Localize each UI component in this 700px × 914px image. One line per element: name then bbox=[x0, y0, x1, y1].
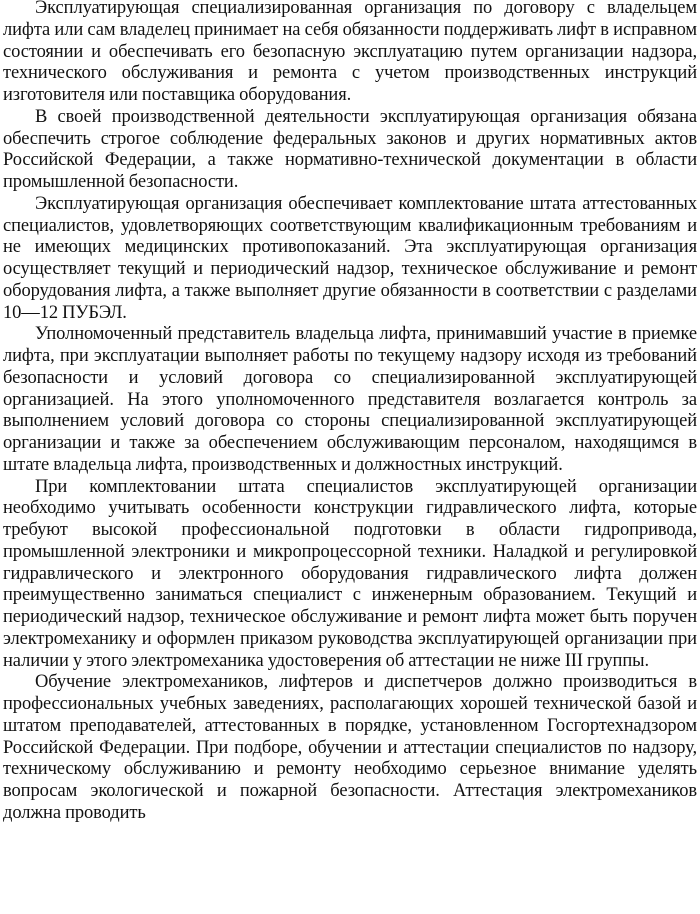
paragraph-owner-representative: Уполномоченный представитель владельца лифта, принимавший участие в приемке лифта, при эксплуатации выполняет работы по текущему надзору исходя из требований безопасности и условий договора со специализированной эксплуатирующей организацией. На этого уполномоченного представителя возлагается контроль за выполнением условий договора со стороны специализированной эксплуатирующей организации и также за обеспечением обслуживающим персоналом, находящимся в штате владельца лифта, производственных и должностных инструкций. bbox=[3, 324, 697, 475]
paragraph-staffing: Эксплуатирующая организация обеспечивает комплектование штата аттестованных специалистов, удовлетворяющих соответствующим квалификационным требованиям и не имеющих медицинских противопоказаний. Эта эксплуатирующая организация осуществляет текущий и периодический надзор, техническое обслуживание и ремонт оборудования лифта, а также выполняет другие обязанности в соответствии с разделами 10—12 ПУБЭЛ. bbox=[3, 193, 697, 323]
paragraph-training: Обучение электромехаников, лифтеров и диспетчеров должно производиться в профессиональных учебных заведениях, располагающих хорошей технической базой и штатом преподавателей, аттестованных в порядке, установленном Госгортехнадзором Российской Федерации. При подборе, обучении и аттестации специалистов по надзору, техническому обслуживанию и ремонту необходимо серьезное внимание уделять вопросам экологической и пожарной безопасности. Аттестация электромехаников должна проводить bbox=[3, 672, 697, 823]
paragraph-hydraulic-specialists: При комплектовании штата специалистов эксплуатирующей организации необходимо учитывать особенности конструкции гидравлического лифта, которые требуют высокой профессиональной подготовки в области гидропривода, промышленной электроники и микропроцессорной техники. Наладкой и регулировкой гидравлического и электронного оборудования гидравлического лифта должен преимущественно заниматься специалист с инженерным образованием. Текущий и периодический надзор, техническое обслуживание и ремонт лифта может быть поручен электромеханику и оформлен приказом руководства эксплуатирующей организации при наличии у этого электромеханика удостоверения об аттестации не ниже III группы. bbox=[3, 476, 697, 671]
paragraph-operator-obligations: Эксплуатирующая специализированная организация по договору с владельцем лифта или сам владелец принимает на себя обязанности поддерживать лифт в исправном состоянии и обеспечивать его безопасную эксплуатацию путем организации надзора, технического обслуживания и ремонта с учетом производственных инструкций изготовителя или поставщика оборудования. bbox=[3, 0, 697, 105]
paragraph-legal-compliance: В своей производственной деятельности эксплуатирующая организация обязана обеспечить строгое соблюдение федеральных законов и других нормативных актов Российской Федерации, а также нормативно-технической документации в области промышленной безопасности. bbox=[3, 106, 697, 192]
